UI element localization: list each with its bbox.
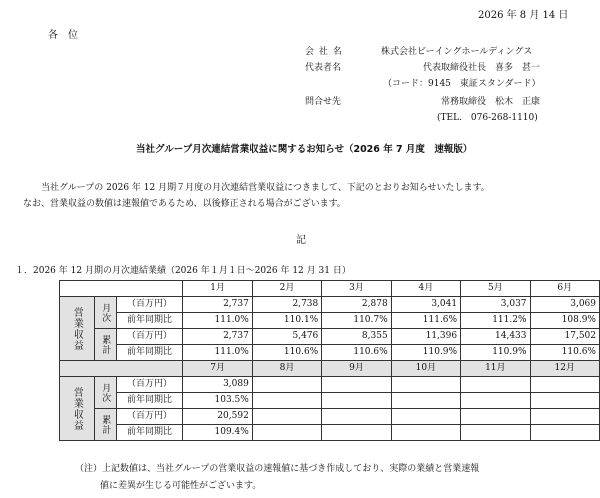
table-cell [322, 377, 391, 393]
section-title: １．2026 年 12 月期の月次連結業績（2026 年１月１日～2026 年 12 月 31 日） [15, 266, 351, 276]
yoy-label: 前年同期比 [116, 345, 183, 361]
table-cell: 103.5% [183, 393, 252, 409]
recipient: 各 位 [48, 30, 78, 41]
contact-tel: (TEL. 076-268-1110) [437, 113, 538, 123]
table-corner-cell [60, 361, 183, 377]
stock-code: （コード：9145 東証スタンダード） [383, 79, 541, 89]
table-row [60, 297, 600, 313]
table-cell [252, 409, 321, 425]
month-header: 3月 [322, 281, 391, 297]
table-cell: 110.6% [252, 345, 321, 361]
table-cell: 3,069 [530, 297, 599, 313]
month-header: 10月 [391, 361, 460, 377]
unit-label: （百万円） [116, 329, 183, 345]
yoy-label: 前年同期比 [116, 425, 183, 441]
contact-name: 常務取締役 松木 正康 [441, 97, 541, 107]
yoy-label: 前年同期比 [116, 393, 183, 409]
row-group-label: 営業収益 [60, 377, 95, 441]
table-cell: 110.6% [322, 345, 391, 361]
table-cell [530, 409, 599, 425]
month-header: 1月 [183, 281, 252, 297]
monthly-label: 月次 [94, 377, 116, 409]
company-label: 会 社 名 [305, 47, 343, 57]
table-cell: 110.9% [461, 345, 530, 361]
month-header: 9月 [322, 361, 391, 377]
table-cell: 2,878 [322, 297, 391, 313]
table-cell: 5,476 [252, 329, 321, 345]
monthly-label: 月次 [94, 297, 116, 329]
document-date: 2026 年 8 月 14 日 [478, 10, 569, 21]
note-line-2: 値に差異が生じる可能性がございます。 [100, 481, 262, 491]
table-cell: 110.9% [391, 345, 460, 361]
table-cell [322, 425, 391, 441]
table-row [60, 409, 600, 425]
table-cell [252, 425, 321, 441]
body-line-1: 当社グループの 2026 年 12 月期７月度の月次連結営業収益につきまして、下記のとおりお知らせいたします。 [41, 183, 490, 193]
table-cell [461, 377, 530, 393]
table-cell [322, 409, 391, 425]
month-header: 11月 [461, 361, 530, 377]
table-cell [530, 393, 599, 409]
table-row [60, 345, 600, 361]
month-header: 4月 [391, 281, 460, 297]
month-header: 5月 [461, 281, 530, 297]
month-header: 8月 [252, 361, 321, 377]
unit-label: （百万円） [116, 377, 183, 393]
representative-name: 代表取締役社長 喜多 甚一 [423, 63, 541, 73]
table-cell: 3,037 [461, 297, 530, 313]
table-cell: 17,502 [530, 329, 599, 345]
unit-label: （百万円） [116, 297, 183, 313]
table-cell: 2,737 [183, 297, 252, 313]
table-cell [461, 409, 530, 425]
month-header: 6月 [530, 281, 599, 297]
table-cell [391, 377, 460, 393]
table-cell [322, 393, 391, 409]
table-row [60, 393, 600, 409]
table-header-row [60, 281, 600, 297]
table-cell: 111.6% [391, 313, 460, 329]
table-cell [530, 425, 599, 441]
table-cell: 2,737 [183, 329, 252, 345]
table-cell: 111.0% [183, 313, 252, 329]
company-name: 株式会社ビーイングホールディングス [381, 47, 533, 57]
table-cell: 110.6% [530, 345, 599, 361]
table-row [60, 377, 600, 393]
unit-label: （百万円） [116, 409, 183, 425]
table-cell: 111.0% [183, 345, 252, 361]
table-cell [391, 425, 460, 441]
table-cell [461, 425, 530, 441]
representative-label: 代表者名 [305, 63, 342, 73]
table-cell [252, 393, 321, 409]
table-cell [252, 377, 321, 393]
table-cell: 8,355 [322, 329, 391, 345]
ki-mark: 記 [296, 235, 306, 246]
table-cell: 14,433 [461, 329, 530, 345]
document-title: 当社グループ月次連結営業収益に関するお知らせ（2026 年 7 月度 速報版） [136, 144, 473, 155]
table-cell [391, 409, 460, 425]
table-cell: 2,738 [252, 297, 321, 313]
table-cell: 3,089 [183, 377, 252, 393]
note-line-1: （注）上記数値は、当社グループの営業収益の速報値に基づき作成しており、実際の業績と営業速報 [75, 464, 480, 474]
cumulative-label: 累計 [94, 329, 116, 361]
table-corner-cell [60, 281, 183, 297]
month-header: 7月 [183, 361, 252, 377]
table-cell: 110.7% [322, 313, 391, 329]
month-header: 12月 [530, 361, 599, 377]
table-cell: 110.1% [252, 313, 321, 329]
table-cell: 11,396 [391, 329, 460, 345]
table-cell [530, 377, 599, 393]
table-cell: 108.9% [530, 313, 599, 329]
table-cell: 111.2% [461, 313, 530, 329]
results-table [59, 280, 600, 441]
body-line-2: なお、営業収益の数値は速報値であるため、以後修正される場合がございます。 [23, 199, 346, 209]
table-cell: 109.4% [183, 425, 252, 441]
table-cell [391, 393, 460, 409]
table-cell [461, 393, 530, 409]
table-header-row [60, 361, 600, 377]
cumulative-label: 累計 [94, 409, 116, 441]
table-cell: 3,041 [391, 297, 460, 313]
yoy-label: 前年同期比 [116, 313, 183, 329]
table-row [60, 425, 600, 441]
table-cell: 20,592 [183, 409, 252, 425]
month-header: 2月 [252, 281, 321, 297]
table-row [60, 313, 600, 329]
row-group-label: 営業収益 [60, 297, 95, 361]
table-row [60, 329, 600, 345]
contact-label: 問合せ先 [305, 97, 342, 107]
